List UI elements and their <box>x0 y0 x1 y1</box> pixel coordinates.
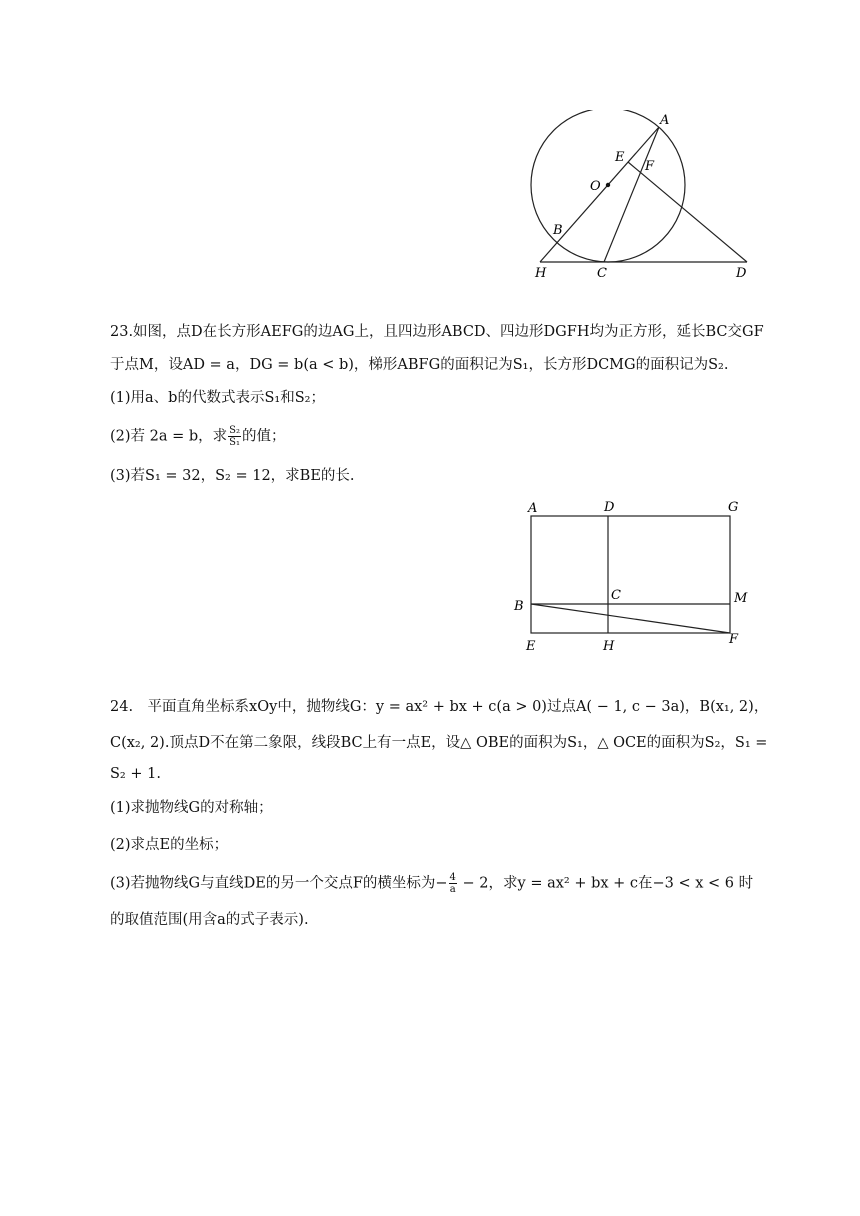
q23-part2 <box>110 425 750 448</box>
q23-line1: 23.如图，点D在长方形AEFG的边AG上，且四边形ABCD、四边形DGFH均为正方形，延长BC交GF <box>110 324 764 340</box>
label-B: B <box>553 223 563 238</box>
label-A: A <box>660 113 670 128</box>
label-O: O <box>590 179 601 194</box>
q24-part3-line2: 的取值范围(用含a的式子表示). <box>110 912 309 928</box>
fraction-s2-over-s1 <box>228 425 241 448</box>
label-D: D <box>736 266 747 281</box>
fraction-numerator: S₂ <box>229 425 241 436</box>
rectangle-diagram <box>510 494 755 654</box>
fraction-denominator: S₁ <box>229 437 241 448</box>
q23-part3: (3)若S₁ = 32，S₂ = 12，求BE的长. <box>110 468 355 484</box>
q24-line1: 24. 平面直角坐标系xOy中，抛物线G：y = ax² + bx + c(a > 0)过点A( − 1, c − 3a)，B(x₁, 2)， <box>110 699 769 715</box>
label-F: F <box>645 159 655 174</box>
rectangle-figure <box>510 494 755 654</box>
circle-figure <box>528 110 758 282</box>
label-C: C <box>611 588 621 603</box>
q24-line3: S₂ + 1. <box>110 766 161 782</box>
q23-line2: 于点M，设AD = a，DG = b(a < b)，梯形ABFG的面积记为S₁，长方形DCMG的面积记为S₂. <box>110 357 729 373</box>
label-E: E <box>615 150 625 165</box>
label-M: M <box>734 591 748 606</box>
q24-line2: C(x₂, 2).顶点D不在第二象限，线段BC上有一点E，设△ OBE的面积为S₁，△ OCE的面积为S₂，S₁ = <box>110 735 768 751</box>
q23-part2-text: (2)若 2a = b，求 <box>110 428 228 445</box>
fraction-4-over-a <box>449 872 457 895</box>
label-D: D <box>604 500 615 515</box>
circle-diagram <box>528 110 758 282</box>
q24-part2: (2)求点E的坐标； <box>110 837 229 853</box>
label-H: H <box>603 639 615 654</box>
label-E: E <box>526 639 536 654</box>
q24-part1: (1)求抛物线G的对称轴； <box>110 800 273 816</box>
label-C: C <box>597 266 607 281</box>
label-F: F <box>729 632 739 647</box>
label-H: H <box>535 266 547 281</box>
fraction-denominator: a <box>449 884 456 895</box>
q23-part1: (1)用a、b的代数式表示S₁和S₂； <box>110 390 325 406</box>
q24-part3-text: (3)若抛物线G与直线DE的另一个交点F的横坐标为− <box>110 875 448 892</box>
label-B: B <box>514 599 524 614</box>
label-G: G <box>728 500 739 515</box>
q24-part3-tail: − 2，求y = ax² + bx + c在−3 < x < 6 时 <box>457 875 754 892</box>
fraction-numerator: 4 <box>449 872 456 883</box>
q23-part2-tail: 的值； <box>242 428 286 445</box>
q24-part3 <box>110 872 754 895</box>
label-A: A <box>528 501 538 516</box>
